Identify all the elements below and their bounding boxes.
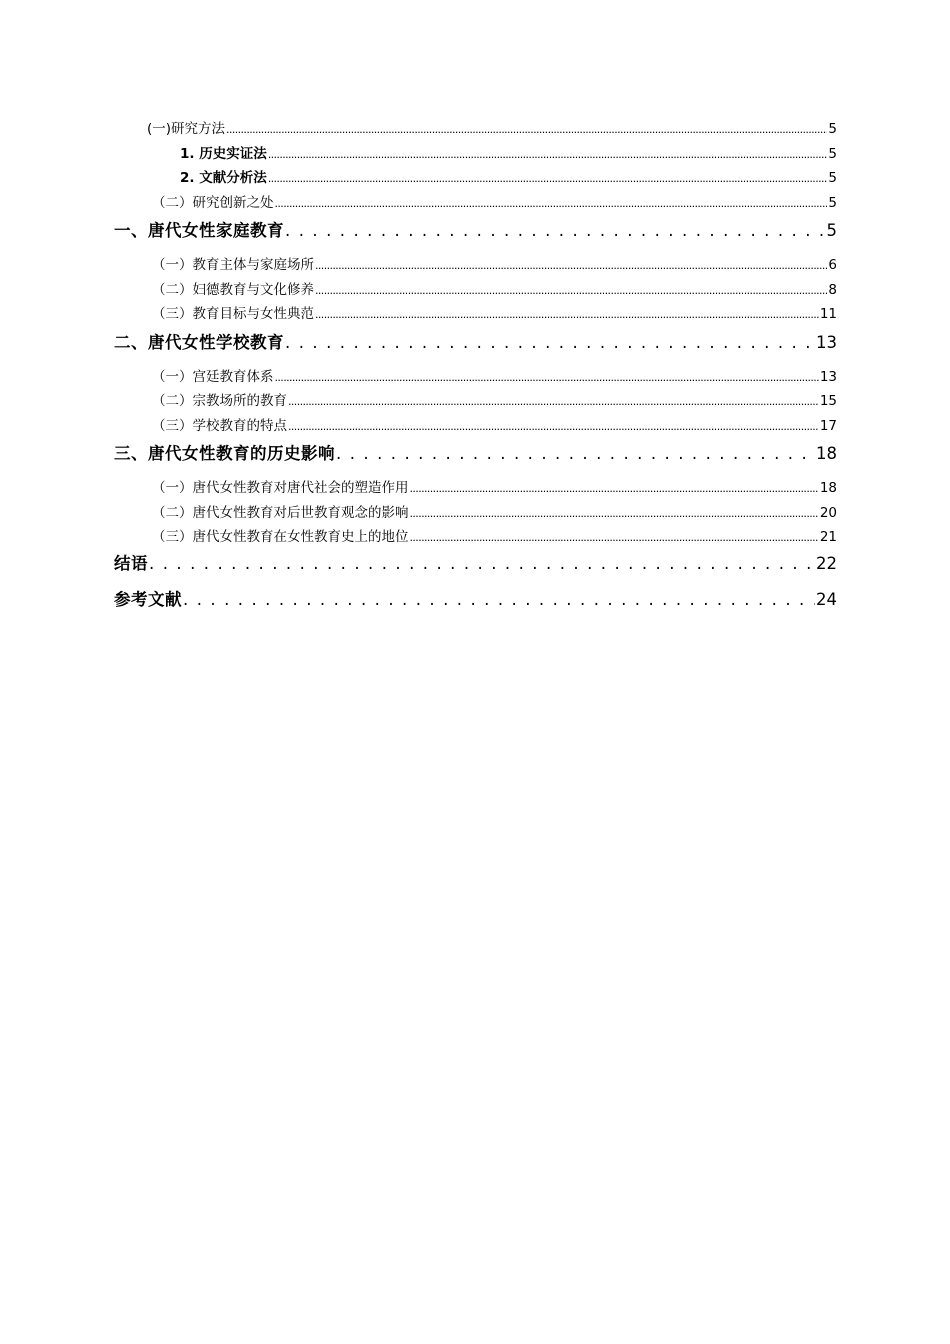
toc-entry-education-goals[interactable] (114, 302, 837, 327)
toc-entry-label: （一）宫廷教育体系 (152, 368, 274, 385)
dot-leader (410, 501, 819, 527)
toc-chapter-historical-impact[interactable] (114, 440, 837, 468)
dot-leader (336, 440, 815, 468)
toc-entry-page: 24 (816, 589, 837, 609)
toc-entry-page: 5 (828, 170, 837, 186)
toc-entry-page: 5 (826, 221, 837, 240)
toc-entry-page: 17 (819, 417, 837, 434)
toc-entry-document-analysis[interactable] (114, 166, 837, 191)
toc-entry-education-subject[interactable] (114, 253, 837, 278)
toc-entry-page: 18 (819, 480, 837, 496)
dot-leader (410, 525, 819, 551)
dot-leader (315, 253, 827, 279)
toc-chapter-family-education[interactable] (114, 217, 837, 245)
dot-leader (275, 365, 819, 391)
dot-leader (315, 302, 819, 328)
toc-entry-later-influence[interactable] (114, 501, 837, 526)
toc-entry-page: 6 (828, 257, 837, 273)
toc-entry-label: （二）妇德教育与文化修养 (152, 281, 314, 298)
toc-entry-page: 5 (828, 145, 837, 162)
toc-entry-page: 5 (828, 121, 837, 137)
toc-chapter-references[interactable] (114, 586, 837, 614)
dot-leader (285, 217, 826, 245)
dot-leader (268, 142, 828, 168)
toc-entry-label: 2. 文献分析法 (180, 170, 267, 186)
toc-entry-label: （一）教育主体与家庭场所 (152, 257, 314, 273)
toc-entry-label: （二）研究创新之处 (152, 194, 274, 211)
toc-entry-label: 二、唐代女性学校教育 (114, 332, 284, 352)
toc-entry-label: （一）唐代女性教育对唐代社会的塑造作用 (152, 480, 409, 496)
toc-entry-page: 13 (819, 368, 837, 385)
dot-leader (410, 476, 819, 502)
toc-entry-page: 18 (816, 444, 837, 463)
toc-entry-society-shaping[interactable] (114, 476, 837, 501)
toc-entry-label: 结语 (114, 553, 148, 573)
toc-entry-school-features[interactable] (114, 414, 837, 439)
dot-leader (226, 117, 827, 143)
toc-entry-research-methods[interactable] (114, 117, 837, 142)
toc-entry-historical-status[interactable] (114, 525, 837, 550)
dot-leader (288, 389, 819, 415)
dot-leader (149, 550, 815, 578)
toc-entry-page: 15 (819, 393, 837, 409)
toc-entry-page: 8 (828, 281, 837, 298)
toc-entry-virtue-education[interactable] (114, 278, 837, 303)
toc-entry-page: 22 (816, 553, 837, 573)
table-of-contents (114, 117, 837, 614)
dot-leader (268, 166, 828, 192)
toc-entry-historical-method[interactable] (114, 142, 837, 167)
toc-entry-label: 一、唐代女性家庭教育 (114, 221, 284, 240)
toc-entry-label: （二）唐代女性教育对后世教育观念的影响 (152, 504, 409, 521)
toc-entry-religious-education[interactable] (114, 389, 837, 414)
toc-entry-innovation[interactable] (114, 191, 837, 216)
dot-leader (275, 191, 828, 217)
toc-entry-label: （二）宗教场所的教育 (152, 393, 287, 409)
toc-entry-label: （三）唐代女性教育在女性教育史上的地位 (152, 529, 409, 545)
toc-chapter-conclusion[interactable] (114, 550, 837, 578)
dot-leader (288, 414, 819, 440)
toc-chapter-school-education[interactable] (114, 329, 837, 357)
toc-entry-page: 5 (828, 194, 837, 211)
toc-entry-page: 13 (816, 332, 837, 352)
toc-entry-label: （三）教育目标与女性典范 (152, 306, 314, 322)
dot-leader (315, 278, 827, 304)
toc-entry-label: (一)研究方法 (147, 121, 226, 137)
toc-entry-label: 1. 历史实证法 (180, 145, 267, 162)
toc-entry-label: 参考文献 (114, 589, 182, 609)
toc-entry-label: （三）学校教育的特点 (152, 417, 287, 434)
toc-entry-label: 三、唐代女性教育的历史影响 (114, 444, 335, 463)
dot-leader (183, 586, 815, 614)
dot-leader (285, 329, 815, 357)
toc-entry-page: 21 (819, 529, 837, 545)
toc-entry-page: 20 (819, 504, 837, 521)
toc-entry-page: 11 (819, 306, 837, 322)
toc-entry-palace-education[interactable] (114, 365, 837, 390)
